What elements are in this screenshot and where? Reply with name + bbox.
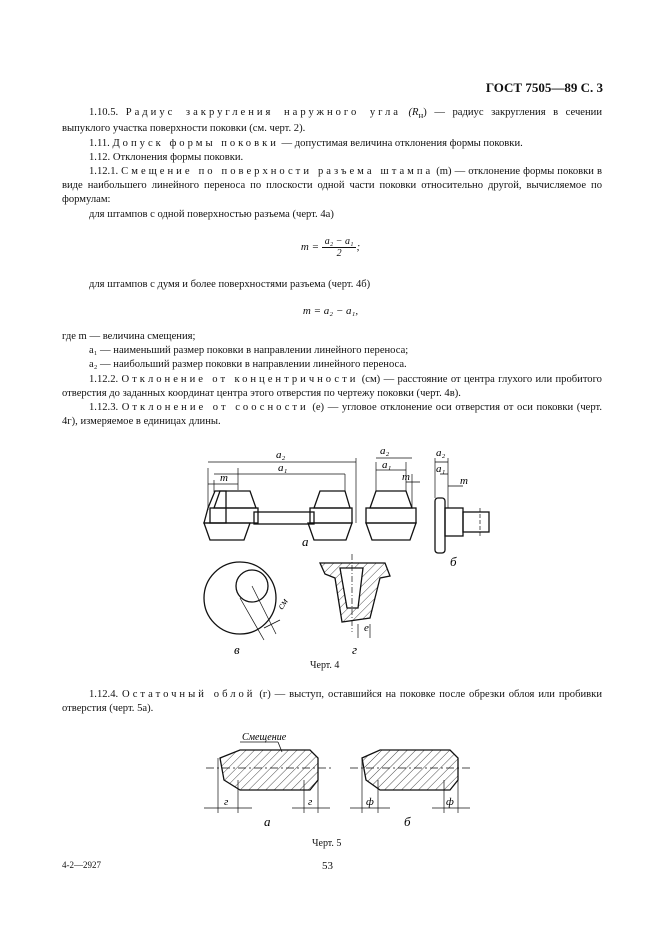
paragraph-1-11: 1.11. Допуск формы поковки — допустимая величина отклонения формы поковки. (89, 137, 523, 149)
label-a1-c: a₁ (436, 463, 446, 475)
paragraph-1-12-2: 1.12.2. Отклонение от концентричности (cм) — расстояние от центра глухого или пробитого отверстия до заданных координат центра этого отверстия по чертежу поковки (черт. 4в). (62, 373, 602, 399)
label-a2-b: a₂ (380, 445, 390, 457)
figure-5 (200, 728, 480, 830)
page-number: 53 (322, 860, 333, 872)
sub-label-g: г (352, 642, 358, 654)
sub-label-b: б (450, 554, 457, 569)
figure-4 (180, 428, 500, 654)
label-a2-c: a₂ (436, 447, 446, 459)
paragraph-where: где m — величина смещения; (62, 331, 196, 342)
label-m: m (220, 472, 228, 484)
label-m-c: m (460, 475, 468, 487)
sub-label-b-5: б (404, 814, 411, 829)
formula-2: m = a₂ − a₁, (302, 305, 359, 317)
footer-code: 4-2—2927 (62, 860, 101, 870)
label-a2: a₂ (276, 449, 286, 461)
sub-label-v: в (234, 642, 240, 654)
paragraph-1-10-5: 1.10.5. Радиус закругления наружного угла $(R_н)$ — радиус закругления в сечении выпуклого участка поверхности поковки (см. черт. 2). (62, 107, 602, 135)
label-a1-b: a₁ (382, 459, 392, 471)
label-f-left: ф (366, 796, 374, 808)
paragraph-formula-intro-1: для штампов с одной поверхностью разъема (черт. 4а) (89, 208, 334, 220)
label-m-b: m (402, 471, 410, 483)
paragraph-1-12-4: 1.12.4. Остаточный облой (г) — выступ, оставшийся на поковке после обрезки облоя или пробивки отверстия (черт. 5а). (62, 689, 602, 715)
label-f-right: ф (446, 796, 454, 808)
formula-1: m = $\frac{\text{a₂ − a₁}}{2}$ ; (300, 236, 361, 259)
page-header: ГОСТ 7505—89 С. 3 (485, 80, 603, 95)
text-block-2 (62, 278, 602, 292)
text-block-1 (62, 106, 602, 222)
paragraph-formula-intro-2: для штампов с думя и более поверхностями разъема (черт. 4б) (89, 279, 371, 290)
sub-label-a: а (302, 534, 309, 549)
formula-1-fraction: $\frac{\text{a₂ − a₁}}{2}$ (322, 236, 357, 259)
label-a1: a₁ (278, 462, 288, 474)
label-e: е (364, 622, 369, 634)
paragraph-a2: a₂ — наибольший размер поковки в направлении линейного переноса. (89, 359, 407, 371)
text-block-3 (62, 330, 602, 429)
paragraph-1-12: 1.12. Отклонения формы поковки. (89, 151, 244, 163)
figure-5-caption: Черт. 5 (312, 838, 342, 849)
paragraph-1-12-3: 1.12.3. Отклонение от соосности (е) — угловое отклонение оси отверстия от оси поковки (черт. 4г), измеряемое в единицах длины. (62, 402, 603, 428)
label-g-right: г (308, 796, 313, 808)
label-shift: Смещение (242, 732, 287, 743)
paragraph-a1: a₁ — наименьший размер поковки в направлении линейного переноса; (89, 345, 409, 357)
label-cm: cм (275, 596, 291, 612)
text-block-4 (62, 688, 602, 716)
figure-4-caption: Черт. 4 (310, 660, 340, 671)
paragraph-1-12-1: 1.12.1. Смещение по поверхности разъема штампа (m) — отклонение формы поковки в виде наибольшего линейного переноса по плоскости одной части поковки относительно другой, вычисляемое по формулам: (62, 165, 603, 206)
label-g-left: г (224, 796, 229, 808)
sub-label-a-5: а (264, 814, 271, 829)
